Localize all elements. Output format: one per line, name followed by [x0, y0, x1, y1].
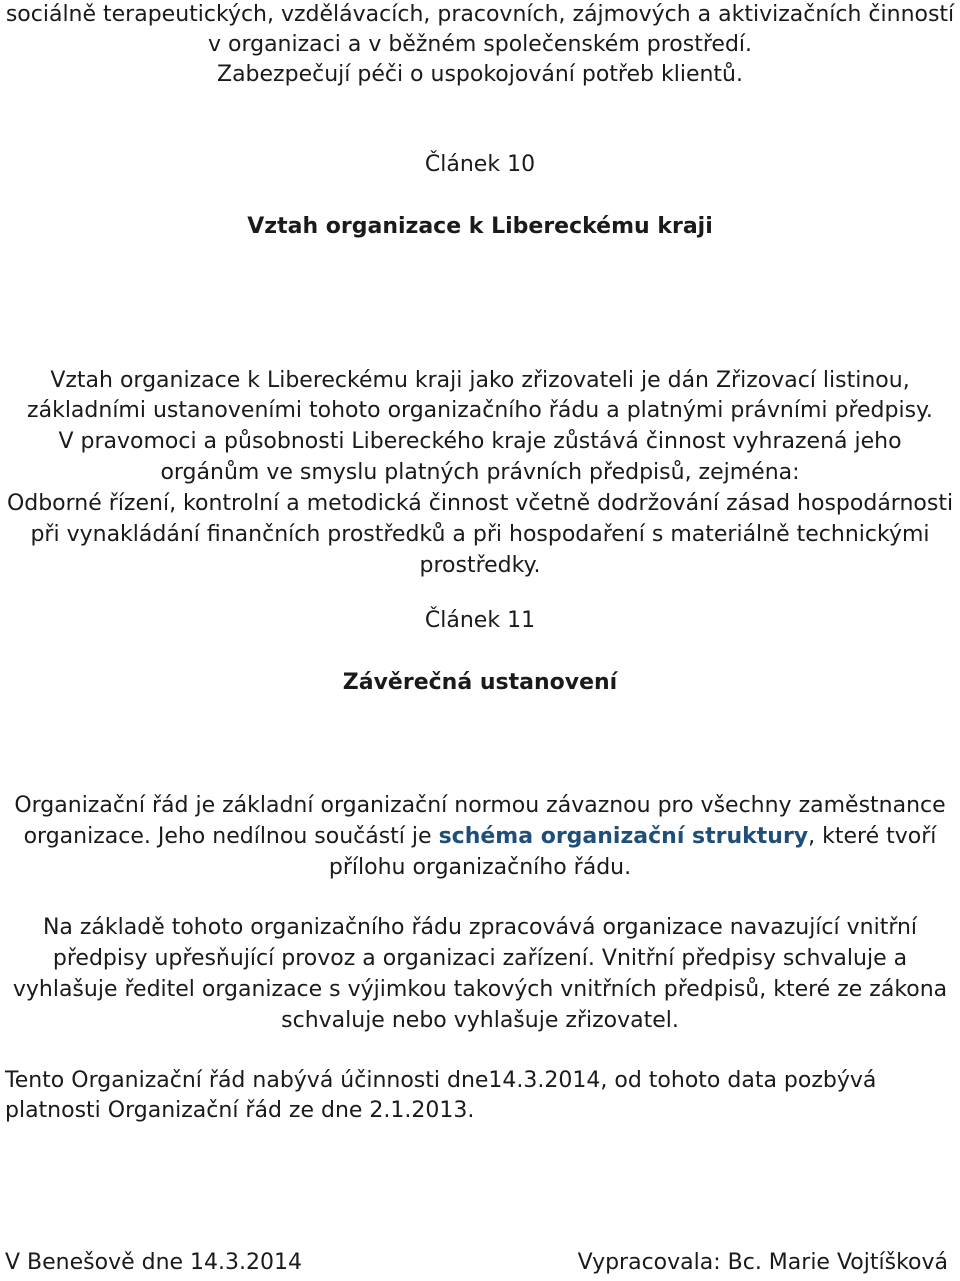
article-10-p2-line-2: orgánům ve smyslu platných právních předpisů, zejména: [160, 460, 800, 485]
article-10-p1-line-2: základními ustanoveními tohoto organizačního řádu a platnými právními předpisy. [27, 398, 933, 423]
article-11-title: Závěrečná ustanovení [342, 670, 618, 695]
article-11-p1-line-1: Organizační řád je základní organizační normou závaznou pro všechny zaměstnance [14, 793, 946, 818]
article-11-p2-line-3: vyhlašuje ředitel organizace s výjimkou takových vnitřních předpisů, které ze zákona [12, 977, 948, 1002]
article-11-p2-line-4: schvaluje nebo vyhlašuje zřizovatel. [281, 1008, 679, 1033]
article-11-p1-line-2-post: , které tvoří [808, 824, 937, 849]
article-11-heading: Článek 11 [424, 608, 536, 633]
article-11-p3-line-2: platnosti Organizační řád ze dne 2.1.2013. [5, 1098, 475, 1123]
intro-line-2: v organizaci a v běžném společenském prostředí. [207, 32, 753, 57]
footer-place-date: V Benešově dne 14.3.2014 [5, 1250, 303, 1275]
article-11-p1-line-3: přílohu organizačního řádu. [328, 855, 632, 880]
article-11-p3-line-1: Tento Organizační řád nabývá účinnosti dne14.3.2014, od tohoto data pozbývá [5, 1068, 877, 1093]
intro-line-3: Zabezpečují péči o uspokojování potřeb klientů. [217, 62, 743, 87]
article-11-p1-line-2-pre: organizace. Jeho nedílnou součástí je [23, 824, 439, 849]
article-11-p2-line-2: předpisy upřesňující provoz a organizaci zařízení. Vnitřní předpisy schvaluje a [52, 946, 908, 971]
article-10-p3-line-1: Odborné řízení, kontrolní a metodická činnost včetně dodržování zásad hospodárnosti [6, 491, 954, 516]
article-10-heading: Článek 10 [424, 152, 536, 177]
article-10-p2-line-1: V pravomoci a působnosti Libereckého kraje zůstává činnost vyhrazená jeho [58, 429, 902, 454]
article-10-title: Vztah organizace k Libereckému kraji [247, 214, 713, 239]
article-10-p3-line-3: prostředky. [419, 553, 541, 578]
article-10-p1-line-1: Vztah organizace k Libereckému kraji jako zřizovateli je dán Zřizovací listinou, [50, 368, 910, 393]
footer-author: Vypracovala: Bc. Marie Vojtíšková [577, 1250, 948, 1275]
article-11-p2-line-1: Na základě tohoto organizačního řádu zpracovává organizace navazující vnitřní [42, 915, 918, 940]
article-10-p3-line-2: při vynakládání finančních prostředků a při hospodaření s materiálně technickými [30, 522, 930, 547]
article-11-p1-line-2 [0, 822, 960, 852]
intro-line-1: sociálně terapeutických, vzdělávacích, pracovních, zájmových a aktivizačních činností [5, 2, 955, 27]
org-structure-link[interactable]: schéma organizační struktury [438, 824, 809, 849]
